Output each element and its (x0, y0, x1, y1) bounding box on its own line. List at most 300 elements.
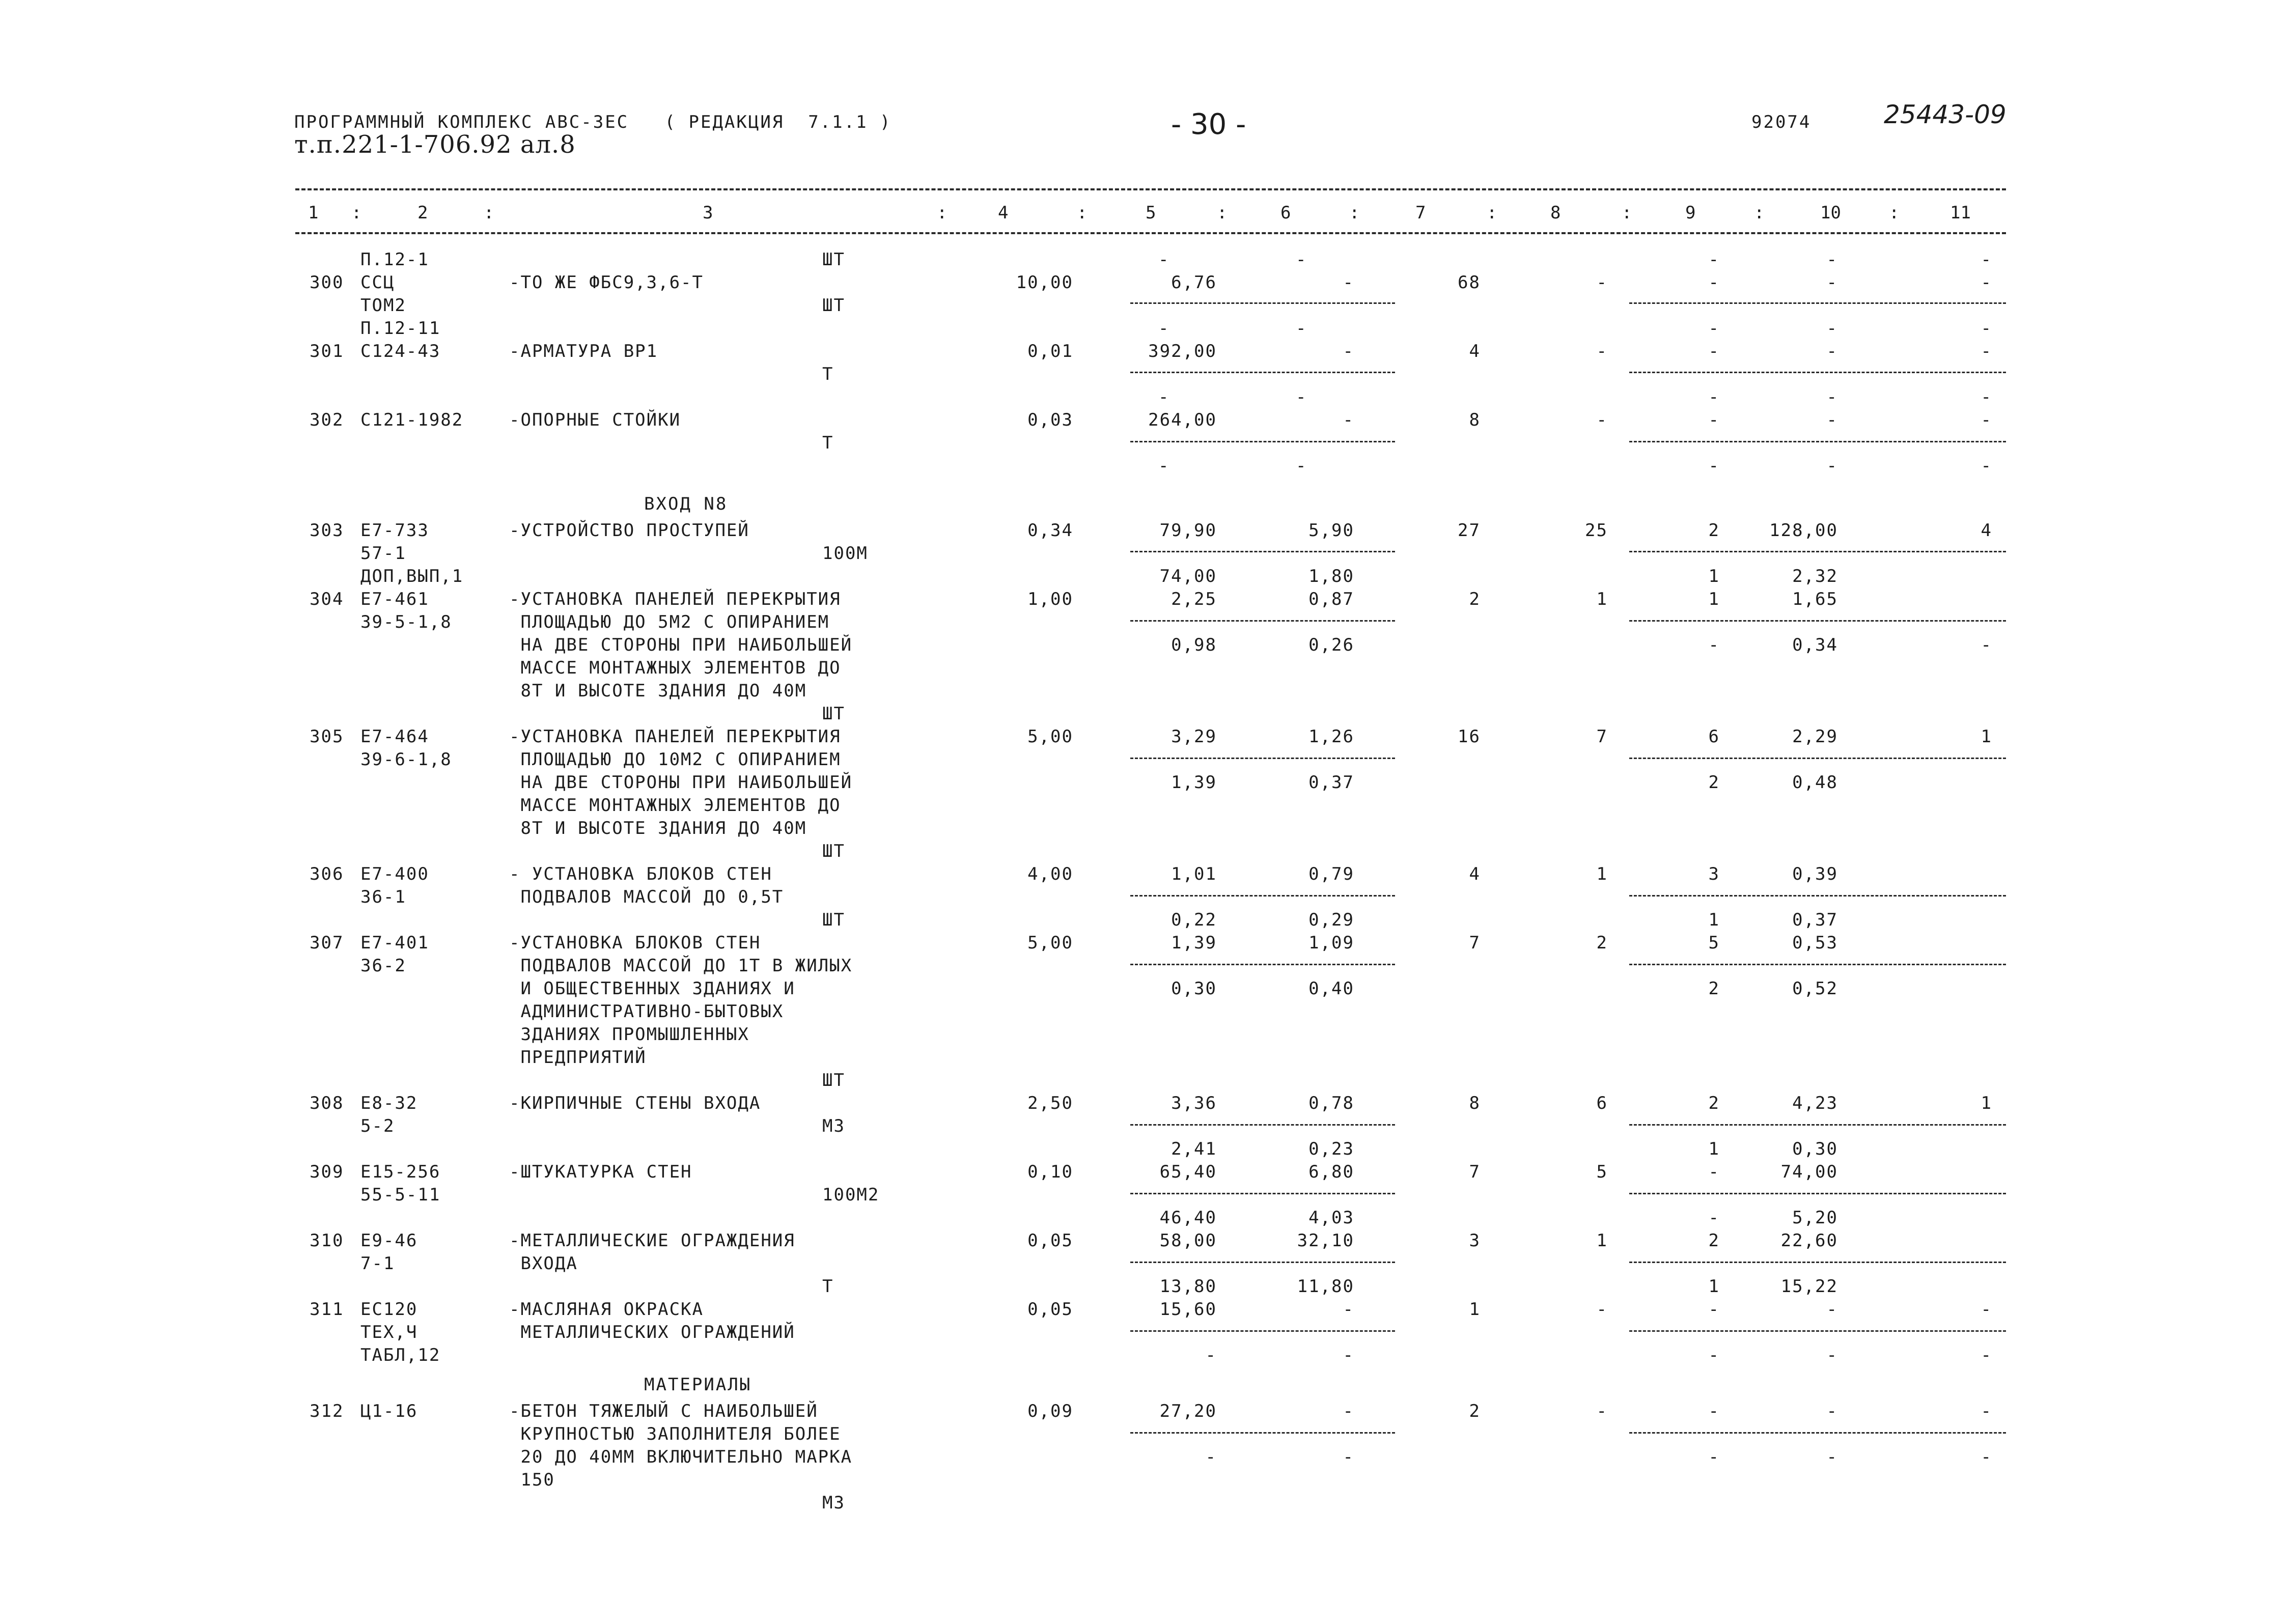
row-code: ТЕХ,Ч (360, 1322, 418, 1342)
row-code: ТОМ2 (360, 295, 406, 316)
row-code: С121-1982 (360, 410, 464, 430)
row-col10: 22,60 (1780, 1230, 1838, 1251)
row-col11: 4 (1981, 520, 1992, 541)
column-header: 10 (1820, 203, 1841, 223)
row-name: НА ДВЕ СТОРОНЫ ПРИ НАИБОЛЬШЕЙ (509, 772, 853, 793)
row-col7: 8 (1469, 1093, 1481, 1113)
row-col9-sub: 1 (1708, 1139, 1720, 1159)
row-number: 312 (310, 1401, 344, 1421)
row-code: 57-1 (360, 543, 406, 564)
row-number: 307 (310, 933, 344, 953)
row-col5-sub: 74,00 (1159, 566, 1217, 586)
row-unit: М3 (822, 1493, 845, 1513)
column-header: 4 (998, 203, 1009, 223)
row-col9: 2 (1708, 1093, 1720, 1113)
row-unit: 100М2 (822, 1185, 880, 1205)
row-col10-sub-top: - (1826, 318, 1838, 339)
row-col6-sub-top: - (1296, 387, 1307, 407)
row-col10-sub: 0,37 (1792, 910, 1838, 930)
row-col7: 2 (1469, 1401, 1481, 1421)
row-col4: 5,00 (1027, 933, 1073, 953)
row-col10-sub: 0,30 (1792, 1139, 1838, 1159)
row-col8: - (1596, 1299, 1608, 1320)
row-name: -ТО ЖЕ ФБС9,3,6-Т (509, 272, 704, 293)
row-name: ВХОДА (509, 1253, 578, 1274)
row-col6: 32,10 (1297, 1230, 1354, 1251)
row-col5-sub-bottom: - (1158, 456, 1170, 476)
row-col4: 1,00 (1027, 589, 1073, 609)
row-divider (1629, 620, 2006, 622)
row-code: ССЦ (360, 272, 395, 293)
column-header: 8 (1550, 203, 1561, 223)
row-col11: - (1981, 1299, 1992, 1320)
column-separator: : (1889, 203, 1900, 223)
row-number: 304 (310, 589, 344, 609)
row-col5: 15,60 (1159, 1299, 1217, 1320)
page-number: - 30 - (1171, 108, 1246, 141)
column-separator: : (351, 203, 362, 223)
row-col6: 0,78 (1308, 1093, 1354, 1113)
row-col7: 2 (1469, 589, 1481, 609)
column-separator: : (1217, 203, 1228, 223)
row-col7: 27 (1458, 520, 1481, 541)
row-col9: - (1708, 1401, 1720, 1421)
row-code: 36-1 (360, 887, 406, 907)
row-col10: 2,29 (1792, 726, 1838, 747)
row-col8: 1 (1596, 864, 1608, 884)
row-code: Е7-401 (360, 933, 429, 953)
row-col7: 4 (1469, 864, 1481, 884)
column-separator: : (1349, 203, 1360, 223)
row-col5: 79,90 (1159, 520, 1217, 541)
row-name: ЗДАНИЯХ ПРОМЫШЛЕННЫХ (509, 1024, 749, 1045)
row-name: -УСТАНОВКА ПАНЕЛЕЙ ПЕРЕКРЫТИЯ (509, 589, 841, 609)
row-unit: ШТ (822, 704, 845, 724)
row-col7: 3 (1469, 1230, 1481, 1251)
row-divider (1130, 1193, 1395, 1194)
row-name: 20 ДО 40ММ ВКЛЮЧИТЕЛЬНО МАРКА (509, 1447, 853, 1467)
row-col11: 1 (1981, 726, 1992, 747)
row-col10-sub: 0,34 (1792, 635, 1838, 655)
row-col4: 0,01 (1027, 341, 1073, 361)
row-col8: - (1596, 272, 1608, 293)
row-col5: 2,25 (1171, 589, 1217, 609)
row-name: ПЛОЩАДЬЮ ДО 10М2 С ОПИРАНИЕМ (509, 749, 841, 770)
row-col5: 392,00 (1148, 341, 1217, 361)
row-col5: 65,40 (1159, 1162, 1217, 1182)
row-name: МАССЕ МОНТАЖНЫХ ЭЛЕМЕНТОВ ДО (509, 658, 841, 678)
row-divider (1629, 1432, 2006, 1434)
row-col5: 58,00 (1159, 1230, 1217, 1251)
row-unit: Т (822, 364, 834, 384)
row-col9: - (1708, 341, 1720, 361)
row-name: -МАСЛЯНАЯ ОКРАСКА (509, 1299, 704, 1320)
row-col5-sub: 0,30 (1171, 978, 1217, 999)
program-header: ПРОГРАММНЫЙ КОМПЛЕКС АВС-3ЕС ( РЕДАКЦИЯ 7.1.1 ) (294, 112, 892, 132)
row-code: Е8-32 (360, 1093, 418, 1113)
row-col5-sub: 46,40 (1159, 1208, 1217, 1228)
row-col6: 1,26 (1308, 726, 1354, 747)
row-col11-sub-top: - (1981, 318, 1992, 339)
row-col5-sub: 13,80 (1159, 1276, 1217, 1297)
row-name: 8Т И ВЫСОТЕ ЗДАНИЯ ДО 40М (509, 818, 807, 838)
row-unit: М3 (822, 1116, 845, 1136)
row-code: 5-2 (360, 1116, 395, 1136)
row-col11: - (1981, 341, 1992, 361)
row-col9-sub: - (1708, 635, 1720, 655)
row-col5: 1,39 (1171, 933, 1217, 953)
row-unit: 100М (822, 543, 868, 564)
row-col9-sub: 2 (1708, 772, 1720, 793)
row-col7: 7 (1469, 1162, 1481, 1182)
row-divider (1130, 758, 1395, 759)
row-col11: - (1981, 410, 1992, 430)
row-col9: 1 (1708, 589, 1720, 609)
row-name: ПЛОЩАДЬЮ ДО 5М2 С ОПИРАНИЕМ (509, 612, 830, 632)
row-col6: 5,90 (1308, 520, 1354, 541)
row-pre-code: П.12-1 (360, 249, 429, 270)
column-separator: : (1487, 203, 1497, 223)
row-col10-sub: - (1826, 1447, 1838, 1467)
row-unit: Т (822, 1276, 834, 1297)
row-divider (1629, 1193, 2006, 1194)
column-header: 3 (703, 203, 713, 223)
row-col7: 16 (1458, 726, 1481, 747)
row-col4: 0,05 (1027, 1299, 1073, 1320)
row-divider (1130, 1432, 1395, 1434)
column-separator: : (1622, 203, 1632, 223)
row-col5-sub: 2,41 (1171, 1139, 1217, 1159)
row-unit: ШТ (822, 1070, 845, 1090)
row-number: 310 (310, 1230, 344, 1251)
row-col6: - (1343, 272, 1354, 293)
row-col10: - (1826, 1401, 1838, 1421)
row-col7: 4 (1469, 341, 1481, 361)
column-header: 7 (1415, 203, 1426, 223)
column-separator: : (1077, 203, 1088, 223)
row-col9-sub-top: - (1708, 318, 1720, 339)
row-name: -УСТАНОВКА ПАНЕЛЕЙ ПЕРЕКРЫТИЯ (509, 726, 841, 747)
row-col11-sub-bottom: - (1981, 456, 1992, 476)
row-col10: 4,23 (1792, 1093, 1838, 1113)
row-col9: - (1708, 410, 1720, 430)
row-name: -ОПОРНЫЕ СТОЙКИ (509, 410, 681, 430)
row-divider (1629, 1262, 2006, 1263)
row-number: 300 (310, 272, 344, 293)
row-col9-sub: 1 (1708, 910, 1720, 930)
row-code: Е15-256 (360, 1162, 441, 1182)
row-col9-sub-top: - (1708, 387, 1720, 407)
column-header: 11 (1950, 203, 1971, 223)
row-col8: - (1596, 410, 1608, 430)
row-col5: 264,00 (1148, 410, 1217, 430)
row-col5-sub: 1,39 (1171, 772, 1217, 793)
row-name: -АРМАТУРА ВР1 (509, 341, 658, 361)
column-header: 5 (1146, 203, 1156, 223)
row-unit: ШТ (822, 295, 845, 316)
row-col8: - (1596, 341, 1608, 361)
row-col4: 0,05 (1027, 1230, 1073, 1251)
row-col10: - (1826, 341, 1838, 361)
row-col4: 0,03 (1027, 410, 1073, 430)
row-col11: - (1981, 249, 1992, 270)
row-col6-sub: 0,37 (1308, 772, 1354, 793)
row-col6: 0,79 (1308, 864, 1354, 884)
row-col8: 5 (1596, 1162, 1608, 1182)
row-col6-sub: - (1343, 1345, 1354, 1365)
row-number: 309 (310, 1162, 344, 1182)
row-col6-sub: 0,40 (1308, 978, 1354, 999)
row-col10: 1,65 (1792, 589, 1838, 609)
row-name: -УСТАНОВКА БЛОКОВ СТЕН (509, 933, 761, 953)
row-col10: 0,39 (1792, 864, 1838, 884)
row-col9: - (1708, 1162, 1720, 1182)
row-unit: ШТ (822, 841, 845, 861)
row-col10: 0,53 (1792, 933, 1838, 953)
row-name: -БЕТОН ТЯЖЕЛЫЙ С НАИБОЛЬШЕЙ (509, 1401, 818, 1421)
row-col11-sub: - (1981, 1345, 1992, 1365)
row-code: 39-5-1,8 (360, 612, 452, 632)
row-divider (1130, 620, 1395, 622)
row-col5: 3,36 (1171, 1093, 1217, 1113)
row-col8: 2 (1596, 933, 1608, 953)
row-number: 311 (310, 1299, 344, 1320)
row-col10: - (1826, 272, 1838, 293)
row-name: -КИРПИЧНЫЕ СТЕНЫ ВХОДА (509, 1093, 761, 1113)
row-col6: - (1343, 1299, 1354, 1320)
row-col10-sub: 0,52 (1792, 978, 1838, 999)
row-col6: - (1343, 410, 1354, 430)
row-code: 36-2 (360, 956, 406, 976)
row-divider (1629, 1330, 2006, 1332)
row-name: МЕТАЛЛИЧЕСКИХ ОГРАЖДЕНИЙ (509, 1322, 795, 1342)
row-col6: - (1343, 341, 1354, 361)
row-col10-sub: 15,22 (1780, 1276, 1838, 1297)
row-col5-sub-top: - (1158, 249, 1170, 270)
row-divider (1629, 372, 2006, 373)
row-col9: 2 (1708, 1230, 1720, 1251)
row-name: АДМИНИСТРАТИВНО-БЫТОВЫХ (509, 1001, 784, 1022)
row-col6: - (1343, 1401, 1354, 1421)
row-col5: 27,20 (1159, 1401, 1217, 1421)
row-col10-sub-bottom: - (1826, 456, 1838, 476)
row-divider (1130, 441, 1395, 442)
row-name: -МЕТАЛЛИЧЕСКИЕ ОГРАЖДЕНИЯ (509, 1230, 795, 1251)
row-code: ЕС120 (360, 1299, 418, 1320)
row-col9-sub: 1 (1708, 566, 1720, 586)
row-col6: 6,80 (1308, 1162, 1354, 1182)
row-col7: 68 (1458, 272, 1481, 293)
row-col8: 6 (1596, 1093, 1608, 1113)
section-title: ВХОД N8 (644, 494, 728, 514)
row-col7: 8 (1469, 410, 1481, 430)
column-separator: : (484, 203, 494, 223)
row-col6-sub: 4,03 (1308, 1208, 1354, 1228)
row-divider (1130, 302, 1395, 304)
row-col9: 3 (1708, 864, 1720, 884)
row-divider (1629, 964, 2006, 965)
row-col9-sub: - (1708, 1447, 1720, 1467)
row-col4: 0,10 (1027, 1162, 1073, 1182)
row-col4: 10,00 (1016, 272, 1073, 293)
row-col10-sub: 0,48 (1792, 772, 1838, 793)
row-col5-sub: - (1205, 1345, 1217, 1365)
row-col9-sub: 2 (1708, 978, 1720, 999)
row-col5-sub-top: - (1158, 387, 1170, 407)
row-col10: - (1826, 249, 1838, 270)
row-col5-sub-top: - (1158, 318, 1170, 339)
row-col10: 128,00 (1769, 520, 1838, 541)
column-header: 9 (1685, 203, 1696, 223)
row-col9: 2 (1708, 520, 1720, 541)
row-number: 303 (310, 520, 344, 541)
row-col6-sub: 0,26 (1308, 635, 1354, 655)
row-col6-sub: 0,23 (1308, 1139, 1354, 1159)
row-col9: - (1708, 272, 1720, 293)
row-col7: 1 (1469, 1299, 1481, 1320)
row-col11-sub-top: - (1981, 387, 1992, 407)
row-name: НА ДВЕ СТОРОНЫ ПРИ НАИБОЛЬШЕЙ (509, 635, 853, 655)
row-code: Е7-733 (360, 520, 429, 541)
row-divider (1130, 372, 1395, 373)
row-code: С124-43 (360, 341, 441, 361)
row-col8: 1 (1596, 1230, 1608, 1251)
row-col6-sub-bottom: - (1296, 456, 1307, 476)
row-name: ПОДВАЛОВ МАССОЙ ДО 0,5Т (509, 887, 784, 907)
row-code: Ц1-16 (360, 1401, 418, 1421)
row-name: КРУПНОСТЬЮ ЗАПОЛНИТЕЛЯ БОЛЕЕ (509, 1424, 841, 1444)
row-col6-sub: - (1343, 1447, 1354, 1467)
row-divider (1130, 964, 1395, 965)
row-divider (1629, 895, 2006, 897)
row-col8: 7 (1596, 726, 1608, 747)
row-number: 301 (310, 341, 344, 361)
header-rule-bottom (295, 232, 2006, 234)
row-col9: - (1708, 249, 1720, 270)
row-divider (1130, 1124, 1395, 1126)
column-header: 6 (1280, 203, 1291, 223)
column-header: 2 (417, 203, 428, 223)
row-number: 302 (310, 410, 344, 430)
row-col6-sub: 1,80 (1308, 566, 1354, 586)
column-separator: : (937, 203, 948, 223)
row-col9-sub: - (1708, 1208, 1720, 1228)
row-divider (1629, 758, 2006, 759)
row-name: -ШТУКАТУРКА СТЕН (509, 1162, 692, 1182)
row-divider (1130, 1262, 1395, 1263)
row-name: И ОБЩЕСТВЕННЫХ ЗДАНИЯХ И (509, 978, 795, 999)
row-col8: 1 (1596, 589, 1608, 609)
row-name: - УСТАНОВКА БЛОКОВ СТЕН (509, 864, 772, 884)
row-name: ПОДВАЛОВ МАССОЙ ДО 1Т В ЖИЛЫХ (509, 956, 853, 976)
row-col5-sub: 0,22 (1171, 910, 1217, 930)
row-col4: 0,09 (1027, 1401, 1073, 1421)
row-name: -УСТРОЙСТВО ПРОСТУПЕЙ (509, 520, 749, 541)
row-code: Е7-400 (360, 864, 429, 884)
column-header: 1 (308, 203, 319, 223)
row-divider (1130, 895, 1395, 897)
row-code: Е7-461 (360, 589, 429, 609)
row-name: ПРЕДПРИЯТИЙ (509, 1047, 647, 1068)
row-col5: 6,76 (1171, 272, 1217, 293)
row-col11: - (1981, 1401, 1992, 1421)
row-col11-sub: - (1981, 1447, 1992, 1467)
row-col6-sub-top: - (1296, 249, 1307, 270)
row-unit: ШТ (822, 249, 845, 270)
row-col5: 1,01 (1171, 864, 1217, 884)
row-col10: - (1826, 1299, 1838, 1320)
row-divider (1130, 1330, 1395, 1332)
document-code: 92074 (1751, 112, 1812, 132)
row-col11: 1 (1981, 1093, 1992, 1113)
row-col8: - (1596, 1401, 1608, 1421)
handwritten-code: 25443-09 (1884, 100, 2007, 129)
row-divider (1629, 302, 2006, 304)
row-divider (1629, 1124, 2006, 1126)
row-col4: 0,34 (1027, 520, 1073, 541)
row-col5-sub: - (1205, 1447, 1217, 1467)
row-unit: ШТ (822, 910, 845, 930)
row-divider (1629, 441, 2006, 442)
row-col6-sub: 11,80 (1297, 1276, 1354, 1297)
row-col10: 74,00 (1780, 1162, 1838, 1182)
row-code: 39-6-1,8 (360, 749, 452, 770)
row-col10-sub-top: - (1826, 387, 1838, 407)
row-col10-sub: - (1826, 1345, 1838, 1365)
row-code: 7-1 (360, 1253, 395, 1274)
section-title: МАТЕРИАЛЫ (644, 1375, 752, 1395)
row-number: 305 (310, 726, 344, 747)
row-col10-sub: 5,20 (1792, 1208, 1838, 1228)
row-col6: 1,09 (1308, 933, 1354, 953)
row-col9: 6 (1708, 726, 1720, 747)
row-code: 55-5-11 (360, 1185, 441, 1205)
row-number: 306 (310, 864, 344, 884)
row-col6: 0,87 (1308, 589, 1354, 609)
row-col7: 7 (1469, 933, 1481, 953)
row-col10-sub: 2,32 (1792, 566, 1838, 586)
row-col9: - (1708, 1299, 1720, 1320)
row-number: 308 (310, 1093, 344, 1113)
row-col9: 5 (1708, 933, 1720, 953)
row-col9-sub-bottom: - (1708, 456, 1720, 476)
row-col6-sub: 0,29 (1308, 910, 1354, 930)
row-col10: - (1826, 410, 1838, 430)
row-divider (1629, 551, 2006, 552)
row-col4: 2,50 (1027, 1093, 1073, 1113)
row-code: П.12-11 (360, 318, 441, 339)
column-separator: : (1754, 203, 1765, 223)
row-code: ТАБЛ,12 (360, 1345, 441, 1365)
row-col4: 5,00 (1027, 726, 1073, 747)
row-divider (1130, 551, 1395, 552)
row-code: ДОП,ВЫП,1 (360, 566, 464, 586)
row-code: Е9-46 (360, 1230, 418, 1251)
row-col6-sub-top: - (1296, 318, 1307, 339)
row-col5-sub: 0,98 (1171, 635, 1217, 655)
row-name: МАССЕ МОНТАЖНЫХ ЭЛЕМЕНТОВ ДО (509, 795, 841, 816)
document-reference: т.п.221-1-706.92 ал.8 (294, 130, 576, 159)
row-col4: 4,00 (1027, 864, 1073, 884)
row-name: 150 (509, 1470, 555, 1490)
row-col9-sub: 1 (1708, 1276, 1720, 1297)
row-unit: Т (822, 433, 834, 453)
row-col8: 25 (1585, 520, 1608, 541)
header-rule-top (295, 188, 2006, 190)
row-col11: - (1981, 272, 1992, 293)
row-code: Е7-464 (360, 726, 429, 747)
row-col9-sub: - (1708, 1345, 1720, 1365)
